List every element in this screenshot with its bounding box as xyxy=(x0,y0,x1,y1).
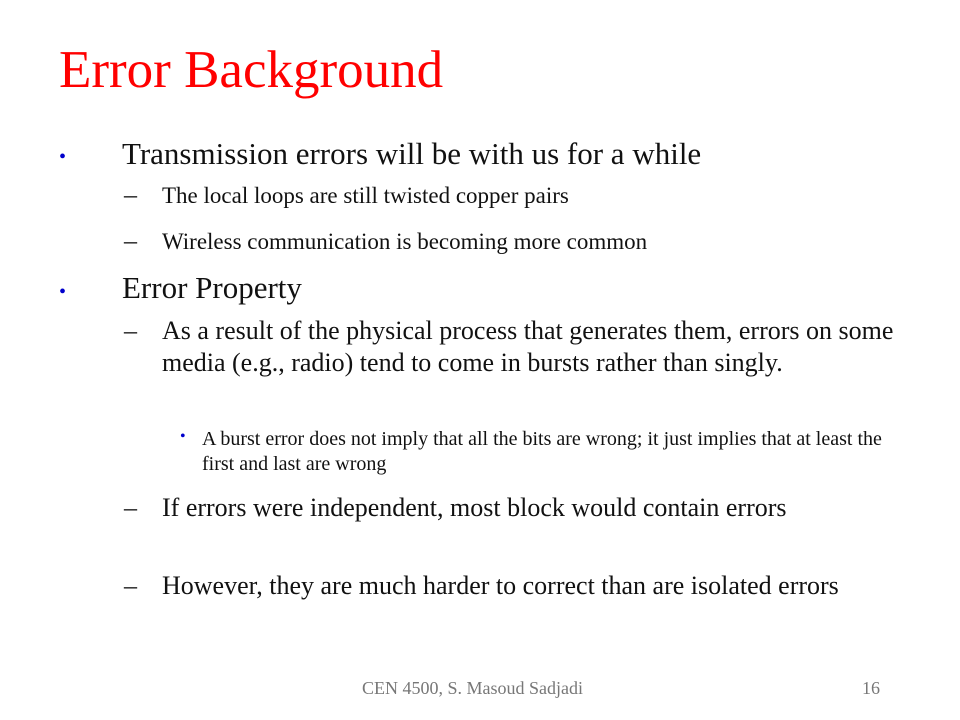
sub-bullet-dash: – xyxy=(124,226,137,255)
sub-bullet-text: The local loops are still twisted copper pairs xyxy=(162,183,569,208)
bullet-text: Error Property xyxy=(122,270,302,305)
sub-bullet-dash: – xyxy=(124,180,137,209)
slide-title: Error Background xyxy=(59,41,444,99)
sub-bullet-text: If errors were independent, most block would contain errors xyxy=(162,493,787,522)
sub-bullet-dash: – xyxy=(124,316,137,345)
sub-bullet-text: Wireless communication is becoming more common xyxy=(162,229,648,254)
bullet-marker: • xyxy=(59,146,67,168)
bullet-marker: • xyxy=(59,281,67,303)
sub-bullet-text: However, they are much harder to correct than are isolated errors xyxy=(162,571,839,600)
sub-bullet-dash: – xyxy=(124,493,137,522)
bullet-text: Transmission errors will be with us for a while xyxy=(122,136,702,171)
page-number: 16 xyxy=(862,678,880,698)
footer-author: CEN 4500, S. Masoud Sadjadi xyxy=(362,678,584,698)
sub-sub-bullet-marker: • xyxy=(180,428,186,445)
sub-bullet-dash: – xyxy=(124,571,137,600)
sub-sub-bullet-text: A burst error does not imply that all the bits are wrong; it just implies that at least the first and last are wrong xyxy=(202,428,882,475)
sub-bullet-text: As a result of the physical process that generates them, errors on some media (e.g., radio) tend to come in bursts rather than singly. xyxy=(162,316,894,377)
